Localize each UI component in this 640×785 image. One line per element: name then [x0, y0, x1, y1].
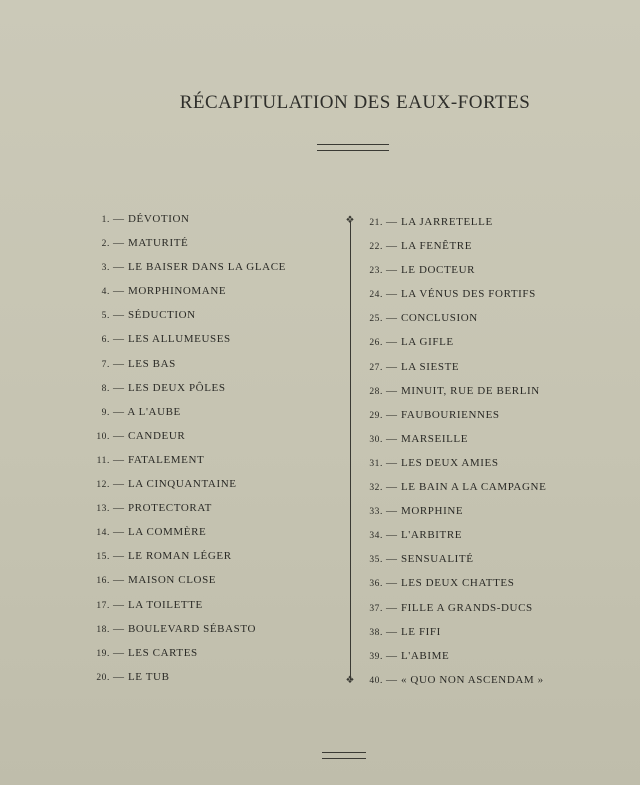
plate-number: 10. — [96, 431, 110, 442]
plate-number: 38. — [369, 627, 383, 638]
plate-entry — [369, 596, 569, 620]
plate-number: 36. — [369, 579, 383, 590]
plate-number: 16. — [96, 576, 110, 587]
plate-number: 40. — [369, 675, 383, 686]
plate-number: 18. — [96, 624, 110, 635]
plate-title: — LA TOILETTE — [113, 598, 203, 611]
plate-entry — [92, 665, 332, 689]
plate-title: — MAISON CLOSE — [113, 574, 217, 587]
page-title: RÉCAPITULATION DES EAUX-FORTES — [179, 92, 531, 113]
plate-number: 5. — [101, 311, 110, 322]
plate-title: — LE BAISER DANS LA GLACE — [113, 261, 286, 274]
plate-number: 19. — [96, 648, 110, 659]
plate-number: 30. — [369, 434, 383, 445]
diamond-ornament-icon: ❖ — [345, 215, 355, 226]
plate-title: — LE BAIN A LA CAMPAGNE — [386, 481, 547, 494]
plate-title: — LA CINQUANTAINE — [113, 478, 237, 491]
column-divider — [350, 222, 351, 680]
plate-number: 17. — [96, 600, 110, 611]
plate-number: 4. — [101, 287, 110, 298]
plate-title: — L'ARBITRE — [386, 529, 463, 542]
plate-title: — LES DEUX CHATTES — [386, 577, 515, 590]
plate-number: 32. — [369, 483, 383, 494]
plate-entry — [92, 376, 332, 400]
plate-entry — [92, 400, 332, 424]
plate-title: — SENSUALITÉ — [386, 553, 474, 566]
plate-title: — LE FIFI — [386, 625, 441, 638]
diamond-ornament-icon: ❖ — [345, 675, 355, 686]
plate-list-right — [369, 210, 569, 692]
plate-number: 39. — [369, 651, 383, 662]
plate-number: 31. — [369, 458, 383, 469]
plate-entry — [369, 355, 569, 379]
plate-number: 15. — [96, 552, 110, 563]
plate-entry — [92, 207, 332, 231]
plate-title: — MARSEILLE — [386, 432, 469, 445]
plate-number: 1. — [101, 215, 110, 225]
plate-entry — [92, 641, 332, 665]
plate-entry — [369, 210, 569, 234]
plate-title: — FILLE A GRANDS-DUCS — [386, 601, 533, 614]
plate-entry — [369, 403, 569, 427]
plate-entry — [92, 568, 332, 592]
plate-title: — LE DOCTEUR — [386, 264, 476, 277]
plate-title: — MINUIT, RUE DE BERLIN — [386, 384, 540, 397]
plate-title: — PROTECTORAT — [113, 502, 212, 515]
plate-entry — [369, 306, 569, 330]
footer-double-rule — [322, 752, 366, 759]
plate-entry — [369, 668, 569, 692]
plate-entry — [369, 523, 569, 547]
plate-number: 21. — [369, 218, 383, 228]
plate-entry — [92, 279, 332, 303]
plate-entry — [369, 282, 569, 306]
plate-number: 9. — [101, 407, 110, 418]
plate-title: — A L'AUBE — [113, 405, 181, 418]
plate-entry — [369, 451, 569, 475]
plate-title: — CANDEUR — [113, 429, 186, 442]
plate-entry — [92, 593, 332, 617]
plate-number: 22. — [369, 242, 383, 253]
plate-entry — [369, 571, 569, 595]
plate-number: 3. — [101, 263, 110, 274]
plate-number: 6. — [101, 335, 110, 346]
plate-title: — LES ALLUMEUSES — [113, 333, 231, 346]
plate-number: 13. — [96, 504, 110, 515]
plate-title: — SÉDUCTION — [113, 309, 196, 322]
plate-entry — [92, 255, 332, 279]
plate-title: — LA COMMÈRE — [113, 526, 207, 539]
plate-number: 27. — [369, 362, 383, 373]
plate-entry — [92, 472, 332, 496]
plate-number: 20. — [96, 672, 110, 683]
plate-number: 11. — [96, 455, 110, 466]
plate-number: 37. — [369, 603, 383, 614]
plate-list-left — [92, 207, 332, 689]
plate-title: — LA GIFLE — [386, 336, 454, 349]
plate-number: 12. — [96, 480, 110, 491]
plate-entry — [369, 620, 569, 644]
plate-entry — [369, 258, 569, 282]
plate-title: — LES DEUX AMIES — [386, 456, 499, 469]
title-double-rule — [317, 144, 389, 151]
plate-entry — [92, 496, 332, 520]
plate-entry — [92, 327, 332, 351]
plate-title: — MATURITÉ — [113, 237, 189, 250]
plate-number: 14. — [96, 528, 110, 539]
plate-title: — LA JARRETELLE — [386, 216, 493, 228]
plate-title: — FATALEMENT — [113, 453, 205, 466]
plate-entry — [92, 448, 332, 472]
plate-entry — [369, 427, 569, 451]
plate-number: 25. — [369, 314, 383, 325]
plate-title: — LA VÉNUS DES FORTIFS — [386, 288, 536, 301]
plate-number: 34. — [369, 531, 383, 542]
plate-title: — MORPHINOMANE — [113, 285, 227, 298]
plate-title: — « QUO NON ASCENDAM » — [386, 673, 544, 686]
plate-title: — FAUBOURIENNES — [386, 408, 500, 421]
plate-title: — LES BAS — [113, 357, 176, 370]
plate-title: — LES CARTES — [113, 646, 198, 659]
plate-title: — LE ROMAN LÉGER — [113, 550, 232, 563]
plate-title: — CONCLUSION — [386, 312, 478, 325]
plate-entry — [92, 544, 332, 568]
plate-entry — [92, 303, 332, 327]
plate-number: 8. — [101, 383, 110, 394]
plate-entry — [369, 234, 569, 258]
plate-title: — MORPHINE — [386, 505, 464, 518]
plate-number: 23. — [369, 266, 383, 277]
plate-entry — [369, 499, 569, 523]
plate-entry — [369, 475, 569, 499]
plate-entry — [369, 644, 569, 668]
plate-title: — LA FENÊTRE — [386, 240, 473, 253]
plate-title: — LA SIESTE — [386, 360, 460, 373]
plate-number: 7. — [101, 359, 110, 370]
plate-entry — [369, 379, 569, 403]
plate-entry — [92, 424, 332, 448]
plate-number: 29. — [369, 410, 383, 421]
plate-entry — [92, 352, 332, 376]
plate-entry — [92, 231, 332, 255]
plate-number: 35. — [369, 555, 383, 566]
plate-number: 28. — [369, 386, 383, 397]
plate-number: 2. — [101, 239, 110, 250]
plate-entry — [92, 617, 332, 641]
plate-title: — DÉVOTION — [113, 213, 190, 225]
plate-entry — [92, 520, 332, 544]
plate-title: — LES DEUX PÔLES — [113, 381, 226, 394]
plate-title: — L'ABIME — [386, 649, 450, 662]
plate-number: 26. — [369, 338, 383, 349]
plate-number: 33. — [369, 507, 383, 518]
plate-title: — LE TUB — [113, 670, 170, 683]
plate-title: — BOULEVARD SÉBASTO — [113, 622, 257, 635]
plate-entry — [369, 330, 569, 354]
plate-entry — [369, 547, 569, 571]
plate-number: 24. — [369, 290, 383, 301]
